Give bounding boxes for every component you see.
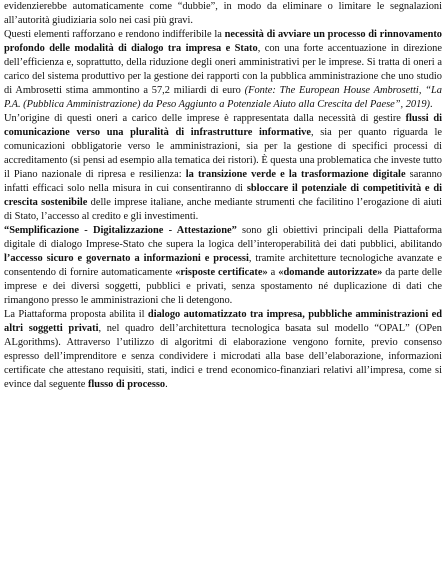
bold-text-segment: flusso di processo (87, 379, 166, 390)
bold-text-segment: «risposte certificate» (175, 267, 268, 278)
text-segment: a (267, 267, 279, 278)
text-segment: evidenzierebbe automaticamente come “dubbie”, in modo da eliminare o limitare le segnalazioni all’autorità giudiziaria solo nei casi più gravi. (4, 1, 442, 26)
text-segment: , nel quadro dell’architettura tecnologica basata sul modello “OPAL” (OPen ALgorithms). Attraverso l’utilizzo di algoritmi di elaborazione vengono fornite, previo consenso espresso dell’imprenditore e senza condividere i microdati alla base dell’elaborazione, informazioni certificate che attestano requisiti, stati, indici e trend economico-finanziari relativi all’impresa, come si evince dal seguente (4, 323, 442, 390)
bold-text-segment: necessità di avviare un processo di rinnovamento profondo delle modalità di dialogo tra impresa e Stato (4, 29, 443, 54)
italic-text-segment: (Fonte: The European House Ambrosetti, “La P.A. (Pubblica Amministrazione) da Peso Aggiunto a Potenziale Aiuto alla Crescita del Paese”, 2019) (4, 85, 442, 110)
paragraph-1 (4, 0, 442, 28)
paragraph-5 (4, 308, 442, 392)
document-page (4, 0, 442, 392)
text-segment: , con una forte accentuazione in direzione dell’efficienza e, soprattutto, della riduzione degli oneri amministrativi per le imprese. Si tratta di oneri a carico del sistema produttivo per la gestione dei rapporti con la pubblica amministrazione che uno studio di Ambrosetti stima ammontino a 57,2 miliardi di euro (4, 43, 442, 96)
bold-text-segment: flussi di comunicazione verso una pluralità di infrastrutture informative (4, 113, 442, 138)
text-segment: da parte delle imprese e dei diversi soggetti, pubblici e privati, senza spostamento né duplicazione di dati che rimangono presso le amministrazioni che li detengono. (4, 267, 443, 306)
bold-text-segment: dialogo automatizzato tra impresa, pubbliche amministrazioni ed altri soggetti privati (4, 309, 442, 334)
text-segment: saranno infatti efficaci solo nella misura in cui consentiranno di (4, 169, 442, 194)
bold-text-segment: l’accesso sicuro e governato a informazioni e processi (4, 253, 249, 264)
text-segment: delle imprese italiane, anche mediante strumenti che facilitino l’erogazione di aiuti di Stato, l’accesso al credito e gli investimenti. (4, 197, 442, 222)
bold-text-segment: “Semplificazione - Digitalizzazione - Attestazione” (4, 225, 237, 236)
paragraph-2 (4, 28, 442, 112)
text-segment: Questi elementi rafforzano e rendono indifferibile la (4, 29, 225, 40)
text-segment: sono gli obiettivi principali della Piattaforma digitale di dialogo Imprese-Stato che supera la logica dell’interoperabilità dei dati pubblici, abilitando (4, 225, 442, 250)
bold-text-segment: la transizione verde e la trasformazione digitale (185, 169, 406, 180)
paragraph-4 (4, 224, 442, 308)
text-segment: , tramite architetture tecnologiche avanzate e consentendo di fornire automaticamente (4, 253, 442, 278)
text-segment: , sia per quanto riguarda le comunicazioni obbligatorie verso le amministrazioni, sia per la gestione di specifici processi di accreditamento (si pensi ad esempio alla tematica dei ristori). È questa una problematica che investe tutto il Piano nazionale di ripresa e resilienza: (4, 127, 442, 180)
text-segment: . (165, 379, 168, 390)
text-segment: La Piattaforma proposta abilita il (4, 309, 148, 320)
text-segment: Un’origine di questi oneri a carico delle imprese è rappresentata dalla necessità di gestire (4, 113, 406, 124)
text-segment: . (429, 99, 433, 110)
bold-text-segment: sbloccare il potenziale di competitività e di crescita sostenibile (4, 183, 442, 208)
bold-text-segment: «domande autorizzate» (278, 267, 383, 278)
paragraph-3 (4, 112, 442, 224)
